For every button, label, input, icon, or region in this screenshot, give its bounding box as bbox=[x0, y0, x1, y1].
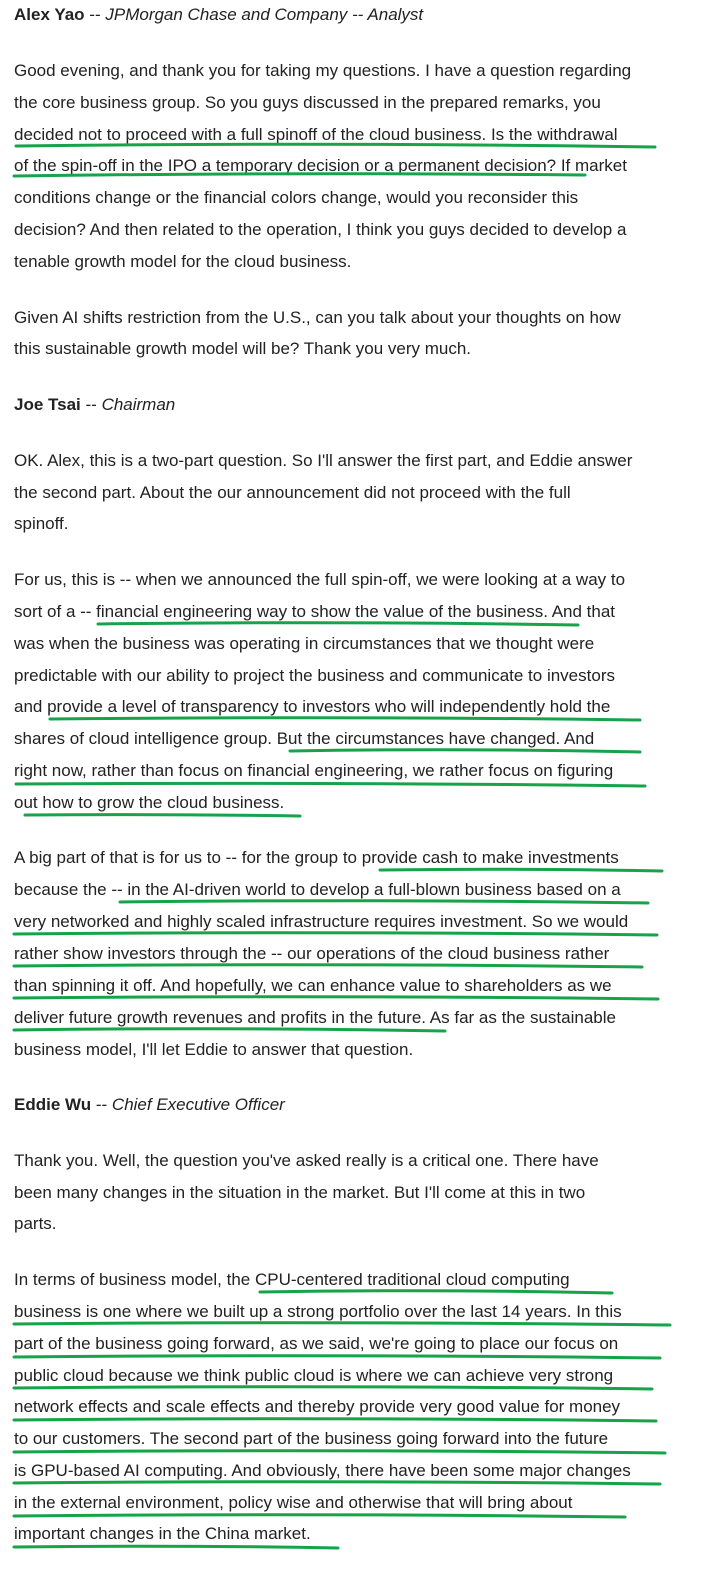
highlight-underline bbox=[25, 815, 300, 816]
paragraph-line: important changes in the China market. bbox=[14, 1524, 311, 1543]
speaker-role: Chief Executive Officer bbox=[111, 1095, 285, 1114]
speaker-name: Alex Yao bbox=[14, 5, 85, 24]
paragraph-line: right now, rather than focus on financial engineering, we rather focus on figuring bbox=[14, 761, 614, 780]
paragraph-line: business model, I'll let Eddie to answer that question. bbox=[14, 1040, 414, 1059]
paragraph-line: the second part. About the our announcement did not proceed with the full bbox=[14, 483, 571, 502]
paragraph-line: predictable with our ability to project the business and communicate to investors bbox=[14, 666, 615, 685]
speaker-name: Joe Tsai bbox=[14, 395, 81, 414]
highlight-underline bbox=[14, 1029, 445, 1031]
highlight-underline bbox=[14, 1482, 660, 1484]
highlight-underline bbox=[14, 1419, 656, 1421]
highlight-underline bbox=[50, 718, 640, 720]
highlight-underline bbox=[14, 1451, 665, 1453]
paragraph-line: part of the business going forward, as we said, we're going to place our focus on bbox=[14, 1334, 619, 1353]
paragraph-line: out how to grow the cloud business. bbox=[14, 793, 285, 812]
highlight-underline bbox=[14, 997, 658, 999]
paragraph-line: of the spin-off in the IPO a temporary decision or a permanent decision? If market bbox=[14, 156, 627, 175]
paragraph-line: conditions change or the financial colors change, would you reconsider this bbox=[14, 188, 579, 207]
highlight-underline bbox=[290, 750, 640, 752]
paragraph-line: parts. bbox=[14, 1214, 57, 1233]
paragraph-line: because the -- in the AI-driven world to develop a full-blown business based on a bbox=[14, 880, 621, 899]
speaker-heading bbox=[14, 1095, 285, 1115]
speaker-heading bbox=[14, 5, 423, 25]
speaker-role: JPMorgan Chase and Company -- Analyst bbox=[105, 5, 424, 24]
paragraph-line: is GPU-based AI computing. And obviously, there have been some major changes bbox=[14, 1461, 631, 1480]
highlight-underline bbox=[14, 1356, 660, 1358]
paragraph-line: A big part of that is for us to -- for the group to provide cash to make investments bbox=[14, 848, 619, 867]
paragraph-line: For us, this is -- when we announced the full spin-off, we were looking at a way to bbox=[14, 570, 626, 589]
paragraph-line: in the external environment, policy wise and otherwise that will bring about bbox=[14, 1493, 573, 1512]
paragraph-line: public cloud because we think public cloud is where we can achieve very strong bbox=[14, 1366, 614, 1385]
paragraph-line: business is one where we built up a strong portfolio over the last 14 years. In this bbox=[14, 1302, 622, 1321]
paragraph-line: network effects and scale effects and thereby provide very good value for money bbox=[14, 1397, 621, 1416]
paragraph-line: decided not to proceed with a full spinoff of the cloud business. Is the withdrawal bbox=[14, 125, 618, 144]
paragraph-line: this sustainable growth model will be? Thank you very much. bbox=[14, 339, 472, 358]
highlight-underline bbox=[260, 1291, 612, 1293]
highlight-underline bbox=[380, 869, 662, 871]
paragraph-line: and provide a level of transparency to investors who will independently hold the bbox=[14, 697, 611, 716]
speaker-role: Chairman bbox=[101, 395, 176, 414]
paragraph-line: OK. Alex, this is a two-part question. So I'll answer the first part, and Eddie answer bbox=[14, 451, 633, 470]
highlight-underline bbox=[14, 1515, 625, 1517]
paragraph-line: tenable growth model for the cloud business. bbox=[14, 252, 352, 271]
paragraph-line: In terms of business model, the CPU-centered traditional cloud computing bbox=[14, 1270, 570, 1289]
highlight-underline bbox=[120, 901, 648, 903]
paragraph-line: than spinning it off. And hopefully, we can enhance value to shareholders as we bbox=[14, 976, 612, 995]
paragraph-line: spinoff. bbox=[14, 514, 69, 533]
highlight-underline bbox=[98, 623, 578, 625]
highlight-underline bbox=[14, 965, 642, 967]
paragraph-line: the core business group. So you guys discussed in the prepared remarks, you bbox=[14, 93, 601, 112]
paragraph-line: been many changes in the situation in the market. But I'll come at this in two bbox=[14, 1183, 586, 1202]
paragraph-line: Good evening, and thank you for taking my questions. I have a question regarding bbox=[14, 61, 632, 80]
highlight-underline bbox=[14, 933, 657, 935]
paragraph-line: deliver future growth revenues and profits in the future. As far as the sustainable bbox=[14, 1008, 616, 1027]
paragraph-line: to our customers. The second part of the business going forward into the future bbox=[14, 1429, 609, 1448]
highlight-underline bbox=[16, 783, 645, 786]
paragraph-line: decision? And then related to the operation, I think you guys decided to develop a bbox=[14, 220, 627, 239]
highlight-underline bbox=[14, 1387, 652, 1389]
highlight-underline bbox=[14, 1323, 670, 1325]
speaker-separator: -- bbox=[80, 395, 102, 414]
speaker-name: Eddie Wu bbox=[14, 1095, 92, 1114]
speaker-heading bbox=[14, 395, 175, 415]
paragraph-line: Thank you. Well, the question you've asked really is a critical one. There have bbox=[14, 1151, 599, 1170]
paragraph-line: was when the business was operating in circumstances that we thought were bbox=[14, 634, 595, 653]
highlight-underline bbox=[14, 1546, 338, 1548]
paragraph-line: very networked and highly scaled infrastructure requires investment. So we would bbox=[14, 912, 629, 931]
speaker-separator: -- bbox=[91, 1095, 112, 1114]
speaker-separator: -- bbox=[84, 5, 106, 24]
paragraph-line: shares of cloud intelligence group. But the circumstances have changed. And bbox=[14, 729, 595, 748]
paragraph-line: sort of a -- financial engineering way to show the value of the business. And that bbox=[14, 602, 616, 621]
paragraph-line: Given AI shifts restriction from the U.S., can you talk about your thoughts on how bbox=[14, 308, 621, 327]
paragraph-line: rather show investors through the -- our operations of the cloud business rather bbox=[14, 944, 610, 963]
